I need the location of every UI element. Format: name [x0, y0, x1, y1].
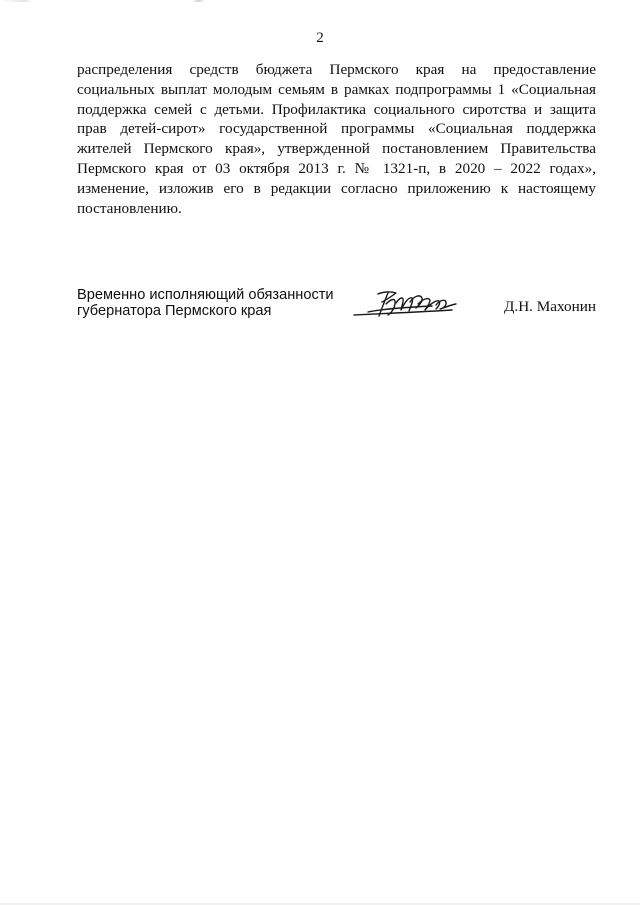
body-line: поддержка семей с детьми. Профилактика социального сиротства и защита	[77, 100, 596, 118]
body-line: прав детей-сирот» государственной программы «Социальная поддержка	[77, 120, 596, 138]
body-line: социальных выплат молодым семьям в рамках подпрограммы 1 «Социальная	[77, 80, 596, 98]
signer-title	[77, 288, 334, 319]
signer-title-line: Временно исполняющий обязанности	[77, 287, 334, 303]
body-line: распределения средств бюджета Пермского края на предоставление	[77, 61, 596, 78]
signer-title-line: губернатора Пермского края	[77, 302, 272, 319]
page-number: 2	[316, 30, 324, 46]
body-line: жителей Пермского края», утвержденной постановлением Правительства	[77, 140, 596, 158]
signature-block	[77, 288, 596, 328]
body-line: постановлению.	[77, 199, 182, 217]
handwritten-signature	[352, 288, 464, 322]
signer-name: Д.Н. Махонин	[504, 298, 596, 315]
scan-edge-top	[0, 0, 640, 2]
body-line: Пермского края от 03 октября 2013 г. № 1321-п, в 2020 – 2022 годах»,	[77, 159, 596, 177]
document-body	[77, 60, 596, 218]
body-line: изменение, изложив его в редакции согласно приложению к настоящему	[77, 179, 596, 197]
